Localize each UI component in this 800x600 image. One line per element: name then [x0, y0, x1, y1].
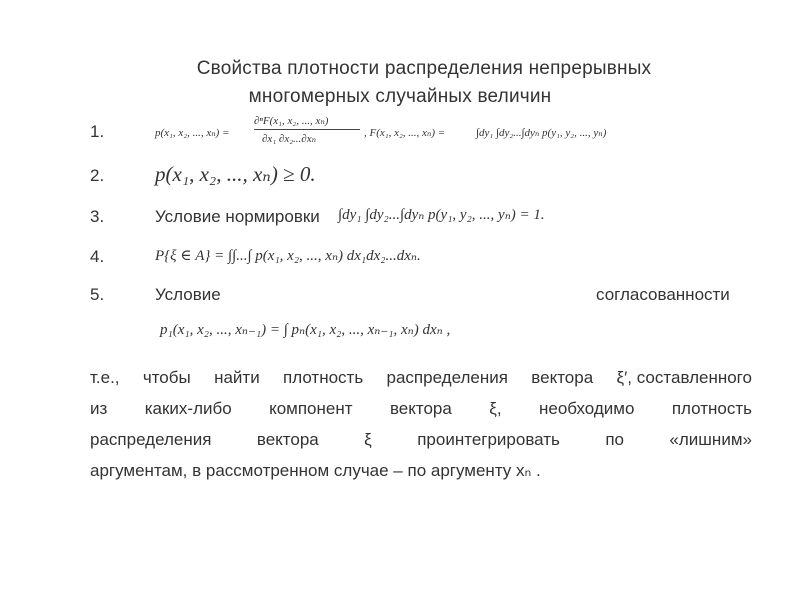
paragraph-line-2: [90, 393, 752, 424]
item-1-fraction-bar: [254, 129, 360, 130]
item-5-number: 5.: [90, 285, 105, 304]
paragraph-line-4: аргументам, в рассмотренном случае – по аргументу xₙ .: [90, 461, 541, 480]
paragraph-word: вектора: [389, 399, 452, 418]
item-3-number: 3.: [90, 207, 105, 226]
paragraph-word: плотность: [283, 368, 364, 387]
item-1-number: 1.: [90, 122, 105, 141]
paragraph-word: плотность: [671, 399, 752, 418]
paragraph-word: распределения: [90, 430, 212, 449]
item-1-formula-right: ∫dy₁ ∫dy₂...∫dyₙ p(y₁, y₂, ..., yₙ): [476, 127, 607, 139]
paragraph-word: вектора: [531, 368, 594, 387]
paragraph-word: чтобы: [142, 368, 191, 387]
paragraph-word: ξ′, составленного: [616, 368, 752, 387]
paragraph-word: ξ: [364, 430, 372, 449]
item-5-label-left: Условие: [155, 285, 221, 304]
paragraph-word: компонент: [269, 399, 353, 418]
item-1-fraction-denominator: ∂x₁ ∂x₂...∂xₙ: [262, 133, 317, 145]
paragraph-word: ξ,: [489, 399, 502, 418]
item-4-number: 4.: [90, 247, 105, 266]
item-4-formula: P{ξ ∈ A} = ∫∫...∫ p(x₁, x₂, ..., xₙ) dx₁dx₂...dxₙ.: [155, 248, 421, 264]
paragraph-word: из: [90, 399, 108, 418]
paragraph-word: каких-либо: [144, 399, 232, 418]
item-1-formula-left: p(x₁, x₂, ..., xₙ) =: [155, 127, 230, 139]
paragraph-word: необходимо: [538, 399, 635, 418]
paragraph-word: вектора: [256, 430, 319, 449]
paragraph-word: распределения: [386, 368, 508, 387]
paragraph-word: «лишним»: [669, 430, 752, 449]
paragraph-word: проинтегрировать: [417, 430, 560, 449]
item-2-formula: p(x₁, x₂, ..., xₙ) ≥ 0.: [155, 162, 316, 186]
item-3-label: Условие нормировки: [155, 207, 320, 226]
paragraph-word: по: [605, 430, 624, 449]
item-5-label-right: согласованности: [596, 285, 730, 304]
item-2-number: 2.: [90, 166, 105, 185]
paragraph-word: т.е.,: [90, 368, 120, 387]
item-1-formula-mid: , F(x₁, x₂, ..., xₙ) =: [364, 127, 446, 139]
explanation-paragraph: [90, 362, 752, 486]
paragraph-word: найти: [214, 368, 260, 387]
title-line-2: многомерных случайных величин: [248, 86, 552, 107]
title-line-1: Свойства плотности распределения непрерывных: [196, 58, 652, 79]
item-3-formula: ∫dy₁ ∫dy₂...∫dyₙ p(y₁, y₂, ..., yₙ) = 1.: [338, 207, 545, 223]
paragraph-line-3: [90, 424, 752, 455]
paragraph-line-1: [90, 362, 752, 393]
item-1-fraction-numerator: ∂ⁿF(x₁, x₂, ..., xₙ): [254, 115, 329, 127]
item-5-formula: p₁(x₁, x₂, ..., xₙ₋₁) = ∫ pₙ(x₁, x₂, ..., xₙ₋₁, xₙ) dxₙ ,: [160, 322, 451, 338]
